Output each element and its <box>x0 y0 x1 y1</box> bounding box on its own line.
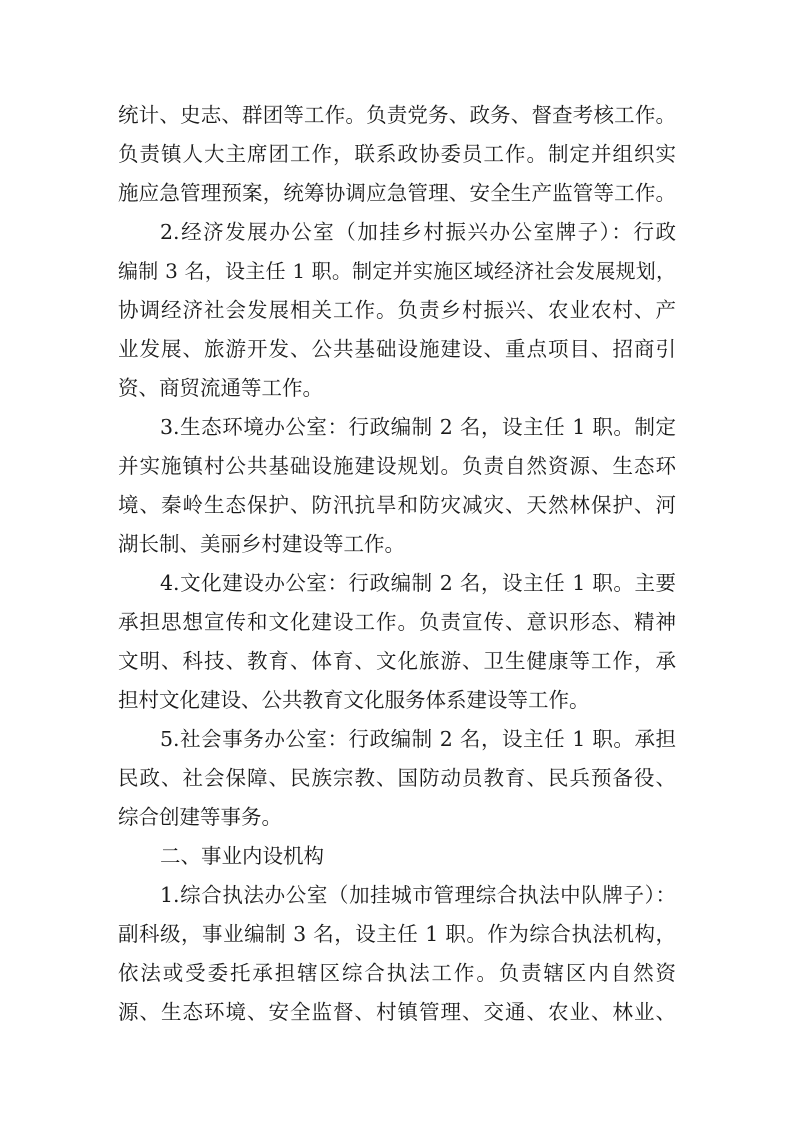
paragraph-line: 协调经济社会发展相关工作。负责乡村振兴、农业农村、产 <box>118 298 676 322</box>
paragraph-line: 源、生态环境、安全监督、村镇管理、交通、农业、林业、 <box>118 1000 676 1024</box>
section-heading-line: 1.综合执法办公室（加挂城市管理综合执法中队牌子）： <box>160 883 676 907</box>
paragraph-line: 统计、史志、群团等工作。负责党务、政务、督查考核工作。 <box>118 103 676 127</box>
paragraph-line: 并实施镇村公共基础设施建设规划。负责自然资源、生态环 <box>118 454 676 478</box>
section-heading-line: 4.文化建设办公室：行政编制 2 名，设主任 1 职。主要 <box>160 571 676 595</box>
paragraph-line: 境、秦岭生态保护、防汛抗旱和防灾减灾、天然林保护、河 <box>118 493 676 517</box>
paragraph-line: 湖长制、美丽乡村建设等工作。 <box>118 532 405 556</box>
paragraph-line: 承担思想宣传和文化建设工作。负责宣传、意识形态、精神 <box>118 610 676 634</box>
section-heading-line: 2.经济发展办公室（加挂乡村振兴办公室牌子）：行政 <box>160 220 676 244</box>
paragraph-line: 业发展、旅游开发、公共基础设施建设、重点项目、招商引 <box>118 337 676 361</box>
section-heading-line: 3.生态环境办公室：行政编制 2 名，设主任 1 职。制定 <box>160 415 676 439</box>
paragraph-line: 负责镇人大主席团工作，联系政协委员工作。制定并组织实 <box>118 142 676 166</box>
paragraph-line: 综合创建等事务。 <box>118 805 282 829</box>
chapter-heading-line: 二、事业内设机构 <box>160 844 324 868</box>
paragraph-line: 文明、科技、教育、体育、文化旅游、卫生健康等工作，承 <box>118 649 676 673</box>
paragraph-line: 民政、社会保障、民族宗教、国防动员教育、民兵预备役、 <box>118 766 676 790</box>
paragraph-line: 编制 3 名，设主任 1 职。制定并实施区域经济社会发展规划， <box>118 259 676 283</box>
section-heading-line: 5.社会事务办公室：行政编制 2 名，设主任 1 职。承担 <box>160 727 676 751</box>
paragraph-line: 资、商贸流通等工作。 <box>118 376 323 400</box>
paragraph-line: 施应急管理预案，统筹协调应急管理、安全生产监管等工作。 <box>118 181 676 205</box>
paragraph-line: 副科级，事业编制 3 名，设主任 1 职。作为综合执法机构， <box>118 922 676 946</box>
paragraph-line: 依法或受委托承担辖区综合执法工作。负责辖区内自然资 <box>118 961 676 985</box>
paragraph-line: 担村文化建设、公共教育文化服务体系建设等工作。 <box>118 688 590 712</box>
